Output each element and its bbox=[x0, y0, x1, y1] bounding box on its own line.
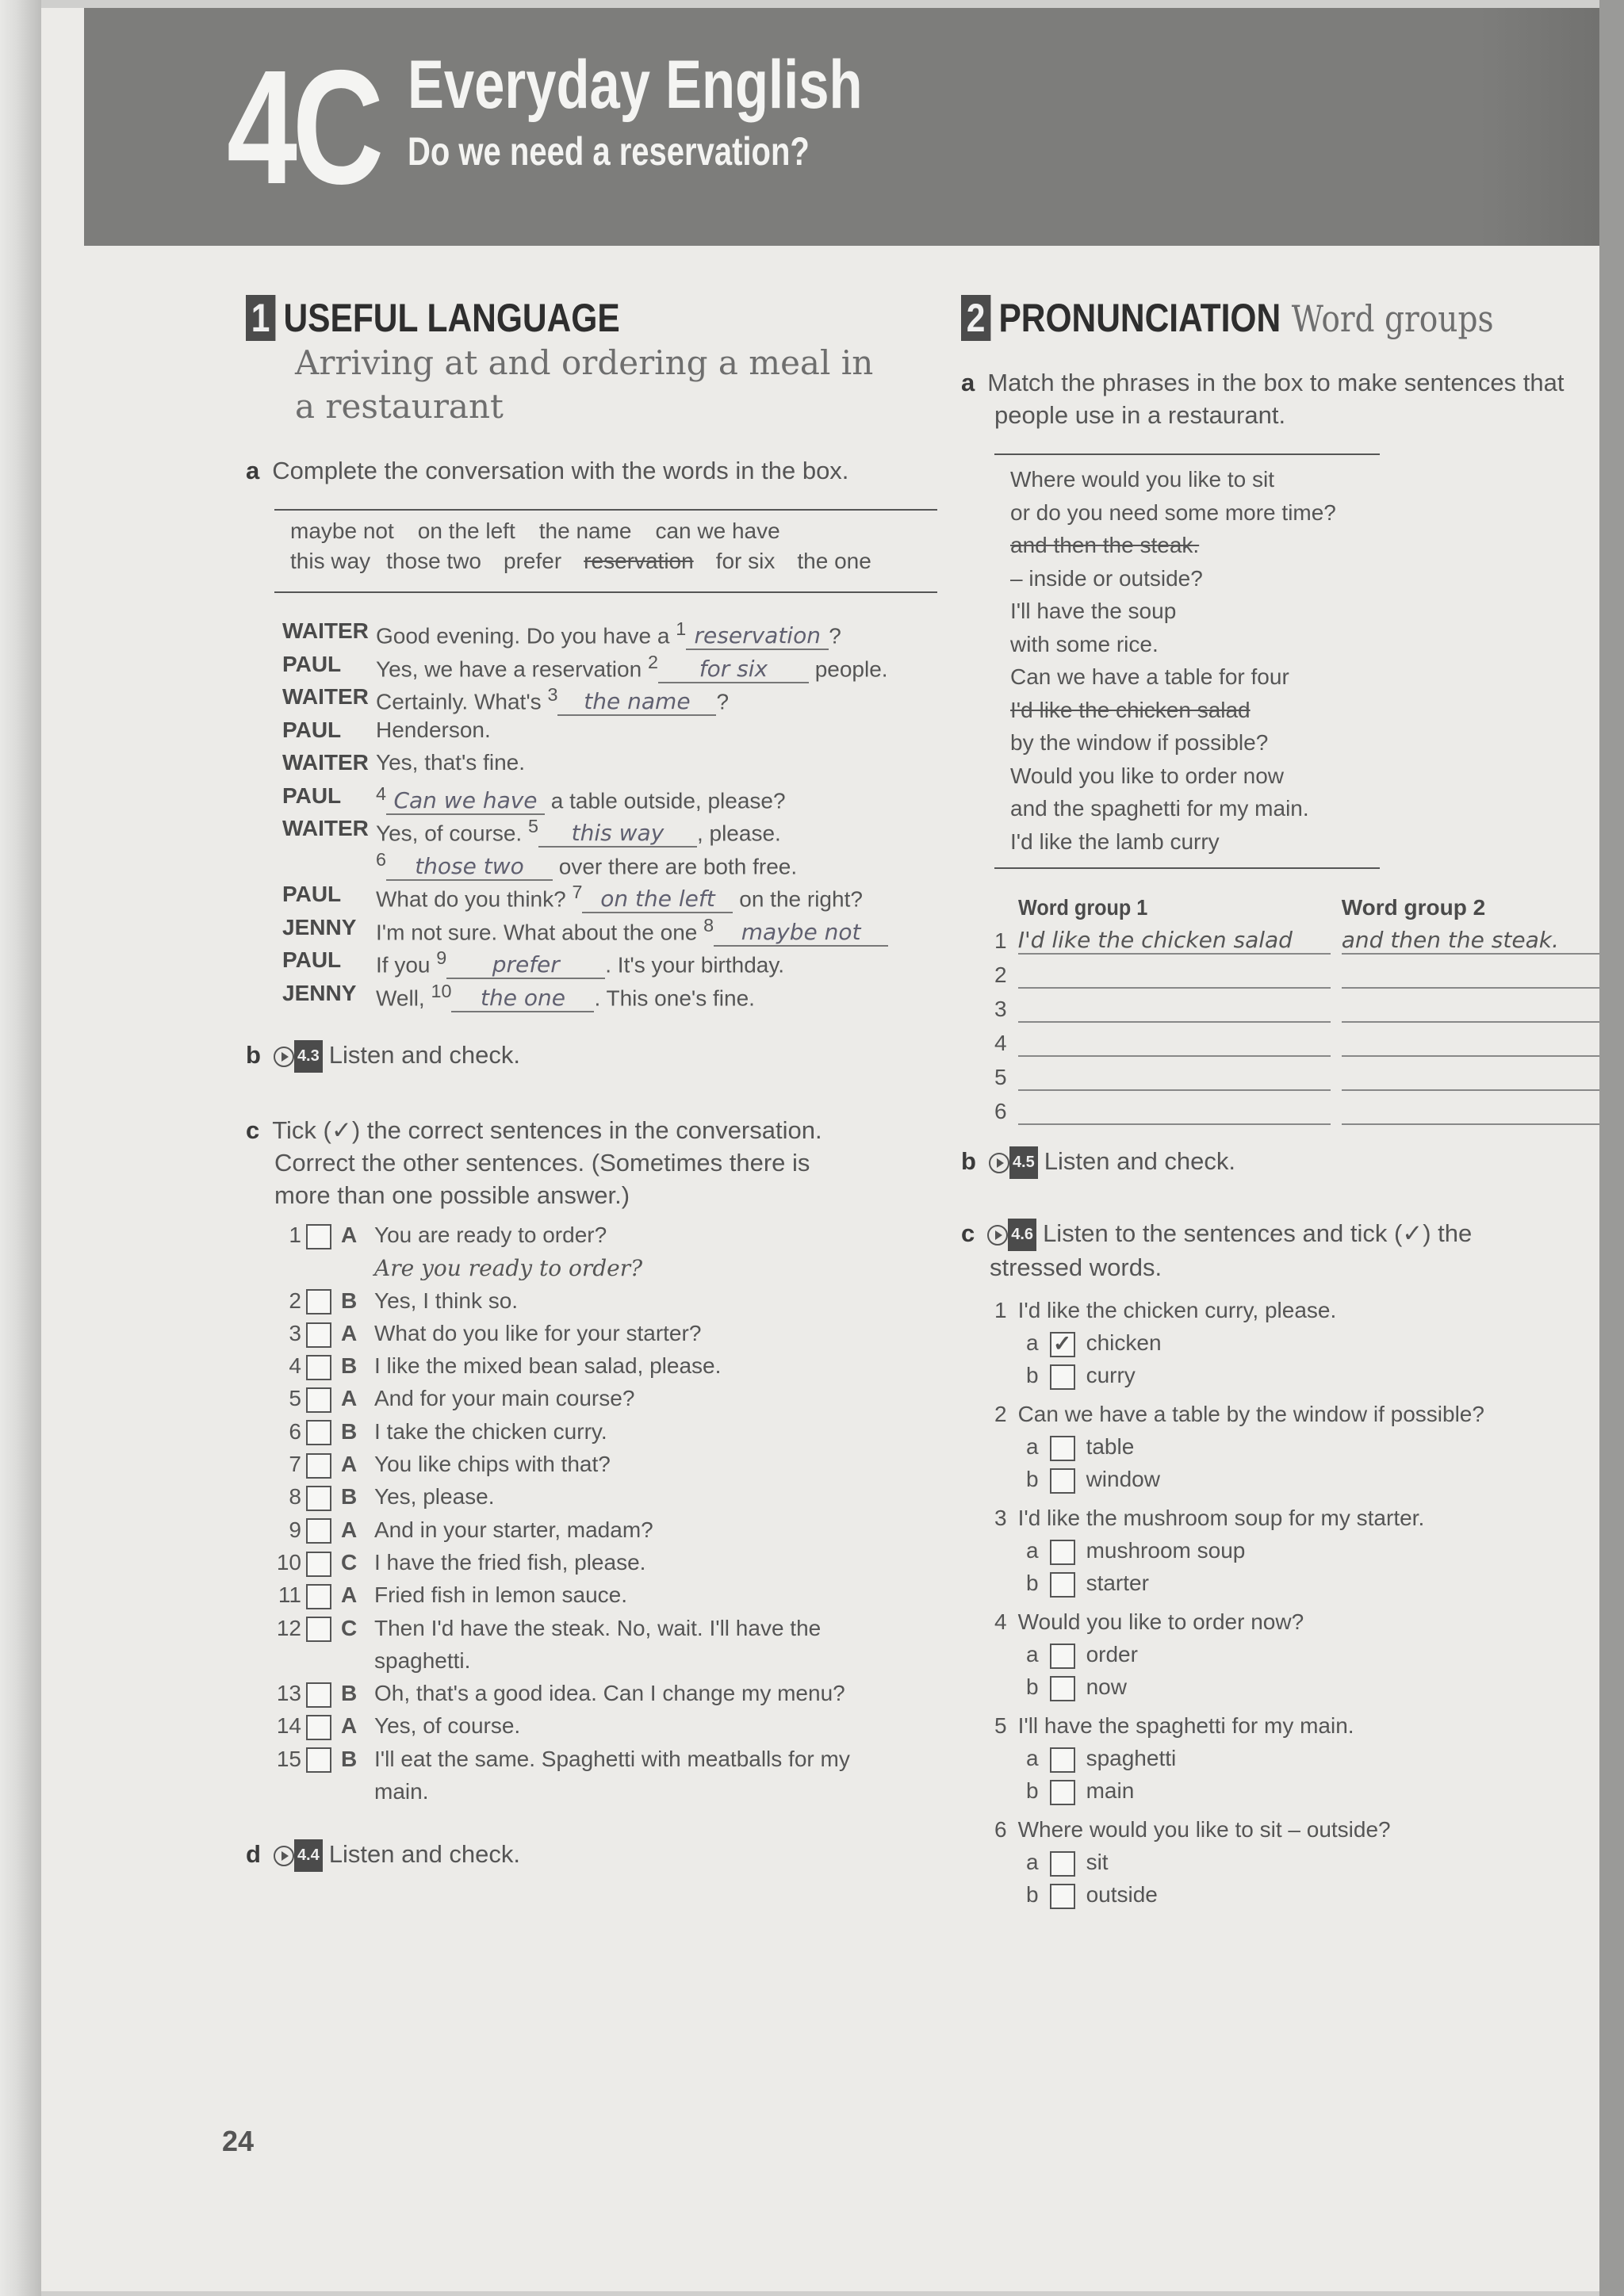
s2c-stress-list bbox=[994, 1294, 1484, 1911]
play-audio-icon[interactable] bbox=[987, 1225, 1008, 1246]
tick-box[interactable] bbox=[306, 1552, 331, 1577]
answer-blank[interactable]: Can we have bbox=[386, 787, 545, 815]
list-item: 13 B Oh, that's a good idea. Can I change my menu? bbox=[246, 1681, 850, 1713]
tick-box[interactable] bbox=[1050, 1572, 1075, 1598]
tick-box[interactable] bbox=[1050, 1747, 1075, 1773]
tick-box[interactable] bbox=[306, 1747, 331, 1773]
tick-box[interactable] bbox=[1050, 1644, 1075, 1669]
unit-title: Everyday English bbox=[408, 47, 863, 123]
list-item: 3 I'd like the mushroom soup for my starter. bbox=[994, 1506, 1425, 1530]
tick-box[interactable] bbox=[306, 1518, 331, 1544]
handwritten-correction: Are you ready to order? bbox=[374, 1255, 643, 1282]
list-item: main. bbox=[374, 1779, 429, 1804]
phrase: Would you like to order now bbox=[1010, 763, 1284, 788]
answer-blank[interactable]: and then the steak. bbox=[1342, 920, 1599, 954]
tick-box[interactable] bbox=[306, 1715, 331, 1740]
s1a-dialogue bbox=[282, 618, 888, 1013]
table-row: 5 bbox=[994, 1056, 1599, 1090]
s1d-listen: d 4.4 Listen and check. bbox=[246, 1838, 520, 1872]
section1-title: USEFUL LANGUAGE bbox=[283, 296, 620, 340]
tick-box[interactable]: ✓ bbox=[1050, 1332, 1075, 1357]
unit-number: 4C bbox=[227, 36, 379, 218]
tick-box[interactable] bbox=[1050, 1364, 1075, 1390]
phrase: Can we have a table for four bbox=[1010, 664, 1289, 689]
list-item: 9 A And in your starter, madam? bbox=[246, 1517, 850, 1550]
option-a: a order bbox=[994, 1638, 1484, 1670]
tick-box[interactable] bbox=[1050, 1468, 1075, 1494]
option-b: b outside bbox=[994, 1878, 1484, 1911]
section2-heading bbox=[961, 295, 1588, 341]
dialogue-line: PAUL What do you think? $^7$ on the left on the right? bbox=[282, 882, 863, 913]
track-number: 4.3 bbox=[294, 1040, 323, 1073]
phrase: – inside or outside? bbox=[1010, 565, 1203, 591]
list-item: 15 B I'll eat the same. Spaghetti with meatballs for my bbox=[246, 1747, 850, 1779]
s1a-instruction: a Complete the conversation with the words in the box. bbox=[246, 457, 849, 484]
play-audio-icon[interactable] bbox=[274, 1047, 294, 1067]
tick-box[interactable] bbox=[1050, 1540, 1075, 1565]
answer-blank[interactable]: on the left bbox=[582, 886, 733, 913]
track-number: 4.5 bbox=[1009, 1146, 1038, 1179]
list-item: 1 I'd like the chicken curry, please. bbox=[994, 1298, 1337, 1322]
tick-box[interactable] bbox=[1050, 1780, 1075, 1805]
list-item: 14 A Yes, of course. bbox=[246, 1713, 850, 1746]
tick-box[interactable] bbox=[306, 1322, 331, 1348]
tick-box[interactable] bbox=[306, 1617, 331, 1642]
tick-box[interactable] bbox=[1050, 1676, 1075, 1701]
option-b: b starter bbox=[994, 1567, 1484, 1599]
book-spine bbox=[0, 0, 41, 2296]
tick-box[interactable] bbox=[306, 1420, 331, 1445]
dialogue-line: WAITER Yes, that's fine. bbox=[282, 750, 525, 775]
option-a: a table bbox=[994, 1430, 1484, 1463]
section1-number: 1 bbox=[246, 295, 275, 341]
answer-blank[interactable]: I'd like the chicken salad bbox=[1018, 920, 1331, 954]
table-row: 4 bbox=[994, 1022, 1599, 1056]
answer-blank[interactable] bbox=[1018, 954, 1331, 988]
table-row: 3 bbox=[994, 988, 1599, 1022]
column-header: Word group 2 bbox=[1341, 895, 1486, 920]
table-row: 6 bbox=[994, 1090, 1599, 1124]
s1a-word-box bbox=[274, 509, 937, 593]
answer-blank[interactable] bbox=[1342, 988, 1599, 1022]
table-row: 2 bbox=[994, 954, 1599, 988]
list-item: 8 B Yes, please. bbox=[246, 1484, 850, 1517]
list-item: 6 B I take the chicken curry. bbox=[246, 1419, 850, 1452]
dialogue-line: WAITER Good evening. Do you have a $^1$ reservation ? bbox=[282, 618, 841, 649]
dialogue-line: PAUL If you $^9$ prefer . It's your birthday. bbox=[282, 947, 785, 978]
tick-box[interactable] bbox=[1050, 1884, 1075, 1909]
list-item: 6 Where would you like to sit – outside? bbox=[994, 1817, 1391, 1842]
option-b: b window bbox=[994, 1463, 1484, 1495]
answer-blank[interactable] bbox=[1018, 1056, 1331, 1090]
answer-blank[interactable]: the one bbox=[451, 985, 594, 1012]
list-item: 7 A You like chips with that? bbox=[246, 1452, 850, 1484]
answer-blank[interactable]: the name bbox=[557, 688, 716, 716]
word-box-row1: maybe not on the left the name can we have bbox=[290, 519, 780, 543]
phrase: or do you need some more time? bbox=[1010, 499, 1336, 525]
tick-box[interactable] bbox=[1050, 1851, 1075, 1877]
s2a-instruction: a Match the phrases in the box to make sentences that people use in a restaurant. bbox=[961, 369, 1565, 429]
option-a: a mushroom soup bbox=[994, 1534, 1484, 1567]
tick-box[interactable] bbox=[1050, 1436, 1075, 1461]
option-a: a ✓ chicken bbox=[1026, 1330, 1162, 1356]
play-audio-icon[interactable] bbox=[989, 1153, 1009, 1173]
s2c-instruction: c 4.6 Listen to the sentences and tick (✓) the stressed words. bbox=[961, 1219, 1473, 1282]
list-item: 11 A Fried fish in lemon sauce. bbox=[246, 1582, 850, 1615]
answer-blank[interactable] bbox=[1342, 1090, 1599, 1124]
list-item: 10 C I have the fried fish, please. bbox=[246, 1550, 850, 1582]
list-item: 1 A You are ready to order? bbox=[246, 1223, 850, 1255]
phrase: and then the steak. bbox=[1010, 533, 1200, 557]
s2b-listen: b 4.5 Listen and check. bbox=[961, 1145, 1235, 1179]
table-row: 1 I'd like the chicken salad and then the steak. bbox=[994, 920, 1599, 954]
s2a-phrase-box bbox=[994, 453, 1380, 869]
play-audio-icon[interactable] bbox=[274, 1846, 294, 1866]
phrase: and the spaghetti for my main. bbox=[1010, 796, 1309, 821]
header-shadow bbox=[1480, 8, 1599, 246]
dialogue-line: JENNY I'm not sure. What about the one $^8$ maybe not bbox=[282, 915, 888, 948]
tick-box[interactable] bbox=[306, 1584, 331, 1609]
list-item: 5 A And for your main course? bbox=[246, 1386, 850, 1418]
answer-blank[interactable] bbox=[1018, 1022, 1331, 1056]
s1b-listen: b 4.3 Listen and check. bbox=[246, 1039, 520, 1073]
list-item: 2 Can we have a table by the window if possible? bbox=[994, 1402, 1484, 1426]
list-item: 4 B I like the mixed bean salad, please. bbox=[246, 1353, 850, 1386]
tick-box[interactable] bbox=[306, 1453, 331, 1479]
list-item: 12 C Then I'd have the steak. No, wait. I'll have the bbox=[246, 1616, 850, 1648]
answer-blank[interactable]: those two bbox=[386, 853, 553, 881]
answer-blank[interactable] bbox=[1018, 1090, 1331, 1124]
track-number: 4.6 bbox=[1008, 1219, 1036, 1251]
tick-box[interactable] bbox=[306, 1355, 331, 1380]
tick-box[interactable] bbox=[306, 1682, 331, 1708]
section2-subtitle: Word groups bbox=[1291, 297, 1494, 340]
phrase: with some rice. bbox=[1010, 631, 1159, 656]
section2-number: 2 bbox=[961, 295, 990, 341]
option-b: b curry bbox=[994, 1359, 1484, 1391]
dialogue-line: JENNY Well, $^{10}$ the one . This one's fine. bbox=[282, 980, 755, 1011]
phrase: Where would you like to sit bbox=[1010, 467, 1275, 492]
track-number: 4.4 bbox=[294, 1839, 323, 1872]
dialogue-line: PAUL Yes, we have a reservation $^2$ for six people. bbox=[282, 651, 888, 682]
s1c-tick-list bbox=[246, 1223, 850, 1812]
right-page-edge bbox=[1599, 0, 1624, 2296]
list-item: 2 B Yes, I think so. bbox=[246, 1288, 850, 1321]
answer-blank[interactable] bbox=[1342, 1056, 1599, 1090]
column-header: Word group 1 bbox=[1017, 895, 1148, 920]
dialogue-line: PAUL $^4$ Can we have a table outside, please? bbox=[282, 783, 786, 813]
list-item: 4 Would you like to order now? bbox=[994, 1609, 1304, 1634]
answer-blank[interactable] bbox=[1342, 954, 1599, 988]
dialogue-line: PAUL Henderson. bbox=[282, 717, 491, 742]
s1c-instruction: c Tick (✓) the correct sentences in the conversation. Correct the other sentences. (Sometimes there is more than one possible answer.) bbox=[246, 1116, 822, 1209]
list-item: spaghetti. bbox=[374, 1647, 471, 1673]
s2a-word-group-table bbox=[994, 888, 1599, 1125]
option-b: b now bbox=[994, 1670, 1484, 1703]
tick-box[interactable] bbox=[306, 1387, 331, 1413]
tick-box[interactable] bbox=[306, 1224, 331, 1249]
section1-heading bbox=[246, 295, 686, 341]
dialogue-line: WAITER Yes, of course. $^5$ this way , please. bbox=[282, 816, 781, 847]
unit-subtitle: Do we need a reservation? bbox=[408, 129, 810, 174]
section1-subtitle: Arriving at and ordering a meal in a restaurant bbox=[295, 343, 874, 426]
answer-blank[interactable] bbox=[1018, 988, 1331, 1022]
phrase: I'd like the lamb curry bbox=[1010, 828, 1220, 854]
tick-box[interactable] bbox=[306, 1289, 331, 1314]
list-item: 3 A What do you like for your starter? bbox=[246, 1321, 850, 1353]
option-b: b main bbox=[994, 1774, 1484, 1807]
answer-blank[interactable]: prefer bbox=[446, 951, 605, 979]
option-a: a spaghetti bbox=[994, 1742, 1484, 1774]
dialogue-line: $^6$ those two over there are both free. bbox=[376, 848, 798, 879]
dialogue-line: WAITER Certainly. What's $^3$ the name ? bbox=[282, 684, 730, 715]
phrase: I'll have the soup bbox=[1010, 599, 1177, 623]
word-box-row2: this way those two prefer reservation for six the one bbox=[290, 549, 871, 573]
answer-blank[interactable]: this way bbox=[538, 820, 697, 848]
answer-blank[interactable] bbox=[1342, 1022, 1599, 1056]
list-item bbox=[246, 1255, 850, 1288]
phrase: I'd like the chicken salad bbox=[1010, 697, 1251, 722]
section2-title: PRONUNCIATION bbox=[998, 296, 1281, 340]
phrase: by the window if possible? bbox=[1010, 730, 1269, 755]
page-number: 24 bbox=[222, 2125, 255, 2157]
workbook-page bbox=[41, 8, 1599, 2291]
answer-blank[interactable]: maybe not bbox=[714, 919, 888, 947]
unit-header-banner bbox=[84, 8, 1599, 246]
answer-blank[interactable]: reservation bbox=[686, 622, 829, 650]
list-item: 5 I'll have the spaghetti for my main. bbox=[994, 1713, 1354, 1738]
answer-blank[interactable]: for six bbox=[658, 656, 809, 683]
tick-box[interactable] bbox=[306, 1486, 331, 1511]
option-a: a sit bbox=[994, 1846, 1484, 1878]
